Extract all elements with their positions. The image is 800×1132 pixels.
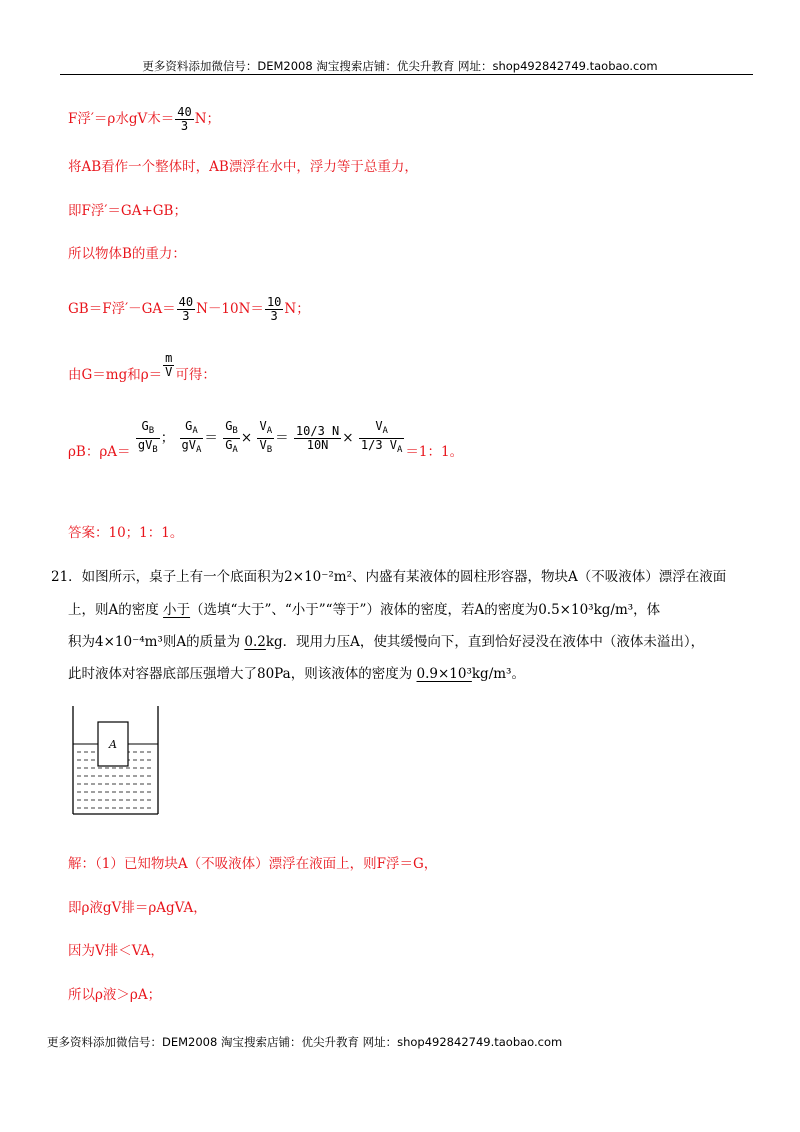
formula-text: F浮′＝ρ水gV木＝ [68,111,175,127]
solution-line-density: 由G＝mg和ρ＝ $\frac{m}{V}$ 可得： [68,351,216,383]
fraction: $\frac{G_B}{G_A}$ [225,419,238,455]
fraction: $\frac{10/3 N}{10N}$ [295,424,340,452]
block-label: A [109,738,117,751]
answer-line: 答案：10；1：1。 [68,525,184,541]
fraction: $\frac{V_A}{V_B}$ [259,419,273,455]
fraction: $\frac{10}{3}$ [266,295,282,323]
answer-blank-1: 小于 [163,602,191,618]
formula-unit: N； [194,111,221,127]
question-21-line-4: 此时液体对容器底部压强增大了80Pa，则该液体的密度为 0.9×10³kg/m³。 [68,666,525,682]
fraction: $\frac{40}{3}$ [177,105,192,133]
question-21-line-2: 上，则A的密度 小于（选填“大于”、“小于”“等于”）液体的密度，若A的密度为0.5×10³kg/m³，体 [68,602,661,618]
page-footer: 更多资料添加微信号：DEM2008 淘宝搜索店铺：优尖升教育 网址：shop492842749.taobao.com [47,1035,563,1049]
fraction: $\frac{G_A}{gV_A}$ [181,419,202,455]
solution-line-ratio: ρB：ρA＝ $\frac{G_B}{gV_B}$ ； $\frac{G_A}{gV_A}$ ＝ $\frac{G_B}{G_A}$ × $\frac{V_A}{V_B}$ ＝ $\frac{10/3 N}{10N}$ × $\frac{V_A}{1/3 V_A}$ ＝1：1。 [68,419,464,460]
solution21-line-1: 解：（1）已知物块A（不吸液体）漂浮在液面上，则F浮＝G， [68,856,438,872]
solution-line-buoyancy [68,106,220,133]
solution21-line-2: 即ρ液gV排＝ρAgVA， [68,900,207,916]
answer-blank-3: 0.9×10³ [416,666,472,682]
solution-line-gb: GB＝F浮′－GA＝ $\frac{40}{3}$ N－10N＝ $\frac{10}{3}$ N； [68,295,310,323]
solution21-line-4: 所以ρ液＞ρA； [68,987,162,1003]
fraction: $\frac{40}{3}$ [178,295,194,323]
question-21-line-1: 21．如图所示，桌子上有一个底面积为2×10⁻²m²、内盛有某液体的圆柱形容器，物块A（不吸液体）漂浮在液面 [51,569,727,585]
solution-line-whole: 将AB看作一个整体时，AB漂浮在水中，浮力等于总重力， [68,159,418,175]
solution-line-sum: 即F浮′＝GA+GB； [68,203,187,219]
fraction: $\frac{G_B}{gV_B}$ [137,419,158,455]
fraction: $\frac{V_A}{1/3 V_A}$ [360,419,403,455]
solution-line-weight-b: 所以物体B的重力： [68,246,186,262]
container-figure [68,704,168,816]
solution21-line-3: 因为V排＜VA， [68,943,164,959]
header-divider [60,74,753,75]
answer-blank-2: 0.2 [244,634,266,650]
page-header: 更多资料添加微信号：DEM2008 淘宝搜索店铺：优尖升教育 网址：shop492842749.taobao.com [142,59,658,73]
fraction: $\frac{m}{V}$ [165,351,173,379]
question-21-line-3: 积为4×10⁻⁴m³则A的质量为 0.2kg．现用力压A，使其缓慢向下，直到恰好浸没在液体中（液体未溢出）， [68,634,705,650]
